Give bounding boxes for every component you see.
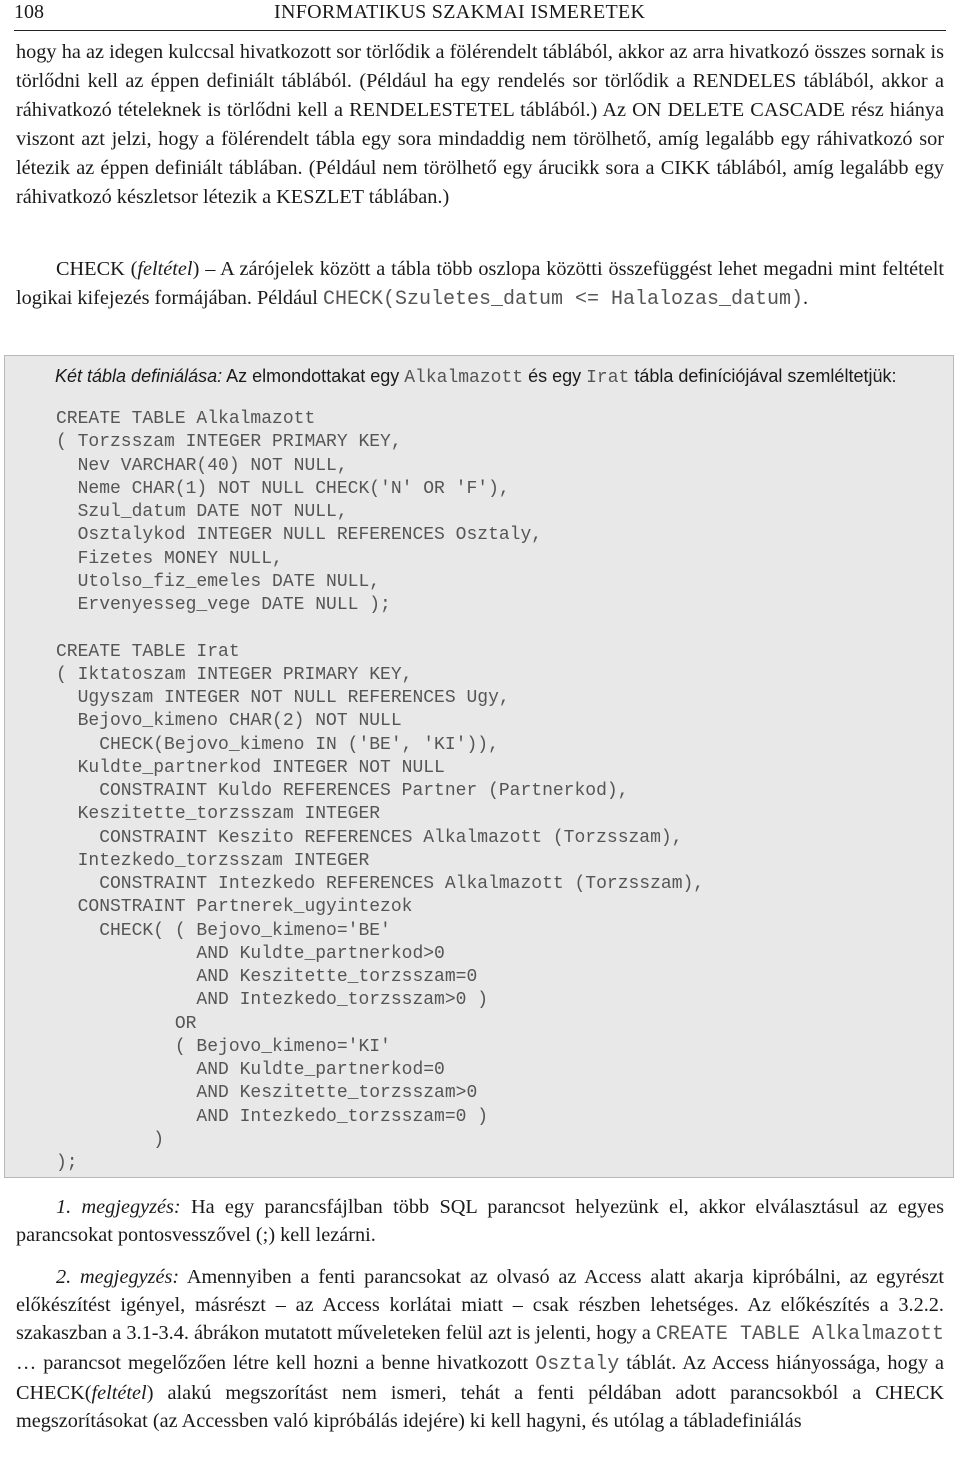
- note-2-text-b: … parancsot megelőzően létre kell hozni a benne hivatkozott: [16, 1352, 536, 1374]
- example-table-name-irat: Irat: [586, 368, 630, 388]
- header-rule: [14, 30, 946, 31]
- check-description: – A zárójelek között a tábla több oszlopa közötti összefüggést lehet megadni mint feltételt logikai kifejezés formájában. Például: [16, 258, 944, 309]
- check-term-argument: feltétel: [137, 258, 193, 280]
- paragraph-on-delete: [16, 38, 944, 212]
- example-heading: [15, 362, 945, 392]
- check-example-code: CHECK(Szuletes_datum <= Halalozas_datum): [322, 288, 804, 311]
- example-heading-text-c: tábla definíciójával szemléltetjük:: [629, 366, 897, 386]
- note-2-code-osztaly: Osztaly: [535, 1353, 620, 1376]
- note-2-label: 2. megjegyzés:: [56, 1266, 180, 1288]
- note-1-text: Ha egy parancsfájlban több SQL parancsot helyezünk el, akkor elválasztásul az egyes parancsokat pontosvesszővel (;) kell lezárni.: [16, 1196, 944, 1246]
- note-2: [16, 1263, 944, 1435]
- note-2-text-d: ) alakú megszorítást nem ismeri, tehát a fenti példában adott parancsokból a CHECK megszorításokat (az Accessben való kipróbálás idejére) ki kell hagyni, és utólag a tábladefiniálás: [16, 1382, 944, 1432]
- note-2-text-c: táblát. Az Access hiányossága, hogy a CHECK(: [16, 1352, 944, 1404]
- running-title: INFORMATIKUS SZAKMAI ISMERETEK: [274, 1, 646, 23]
- example-heading-label: Két tábla definiálása:: [55, 366, 223, 386]
- paragraph-text: hogy ha az idegen kulccsal hivatkozott sor törlődik a fölérendelt táblából, akkor az arra hivatkozó összes sornak is törlődni kell az éppen definiált táblából. (Például ha egy rendelés sor törlődik a RENDELES táblából, akkor a ráhivatkozó tételeknek is törlődni kell a RENDELESTETEL táblából.) Az ON DELETE CASCADE rész hiánya viszont azt jelzi, hogy a fölérendelt tábla egy sora mindaddig nem törölhető, amíg legalább egy ráhivatkozó sor létezik az éppen definiált táblában. (Például nem törölhető egy árucikk sora a CIKK táblából, amíg legalább egy ráhivatkozó készletsor létezik a KESZLET táblában.): [16, 41, 944, 208]
- note-2-text-a: Amennyiben a fenti parancsokat az olvasó az Access alatt akarja kipróbálni, az egyrészt előkészítést igényel, másrészt – az Access korlátai miatt – csak részben lehetséges. Az előkészítés a 3.2.2. szakaszban a 3.1-3.4. ábrákon mutatott műveleteken felül azt is jelenti, hogy a: [16, 1266, 945, 1344]
- note-2-argument: feltétel: [91, 1382, 147, 1404]
- page-number: 108: [14, 1, 44, 23]
- paragraph-check: [16, 255, 944, 314]
- example-heading-text-a: Az elmondottakat egy: [222, 366, 405, 386]
- note-2-code-create-table: CREATE TABLE Alkalmazott: [655, 1323, 944, 1346]
- example-heading-text-b: és egy: [523, 366, 587, 386]
- note-1: [16, 1193, 944, 1249]
- check-term: CHECK (: [56, 258, 138, 280]
- example-table-name-alkalmazott: Alkalmazott: [404, 368, 524, 388]
- page-header: [14, 0, 946, 28]
- sql-code-block: CREATE TABLE Alkalmazott ( Torzsszam INTEGER PRIMARY KEY, Nev VARCHAR(40) NOT NULL, Neme CHAR(1) NOT NULL CHECK('N' OR 'F'), Szul_datum DATE NOT NULL, Osztalykod INTEGER NULL REFERENCES Osztaly, Fizetes MONEY NULL, Utolso_fiz_emeles DATE NULL, Ervenyesseg_vege DATE NULL ); CREATE TABLE Irat ( Iktatoszam INTEGER PRIMARY KEY, Ugyszam INTEGER NOT NULL REFERENCES Ugy, Bejovo_kimeno CHAR(2) NOT NULL CHECK(Bejovo_kimeno IN ('BE', 'KI')), Kuldte_partnerkod INTEGER NOT NULL CONSTRAINT Kuldo REFERENCES Partner (Partnerkod), Keszitette_torzsszam INTEGER CONSTRAINT Keszito REFERENCES Alkalmazott (Torzsszam), Intezkedo_torzsszam INTEGER CONSTRAINT Intezkedo REFERENCES Alkalmazott (Torzsszam), CONSTRAINT Partnerek_ugyintezok CHECK( ( Bejovo_kimeno='BE' AND Kuldte_partnerkod>0 AND Keszitette_torzsszam=0 AND Intezkedo_torzsszam>0 ) OR ( Bejovo_kimeno='KI' AND Kuldte_partnerkod=0 AND Keszitette_torzsszam>0 AND Intezkedo_torzsszam=0 ) ) );: [56, 409, 705, 1173]
- check-term-close: ): [192, 258, 200, 280]
- check-end: .: [803, 287, 809, 309]
- note-1-label: 1. megjegyzés:: [56, 1196, 181, 1218]
